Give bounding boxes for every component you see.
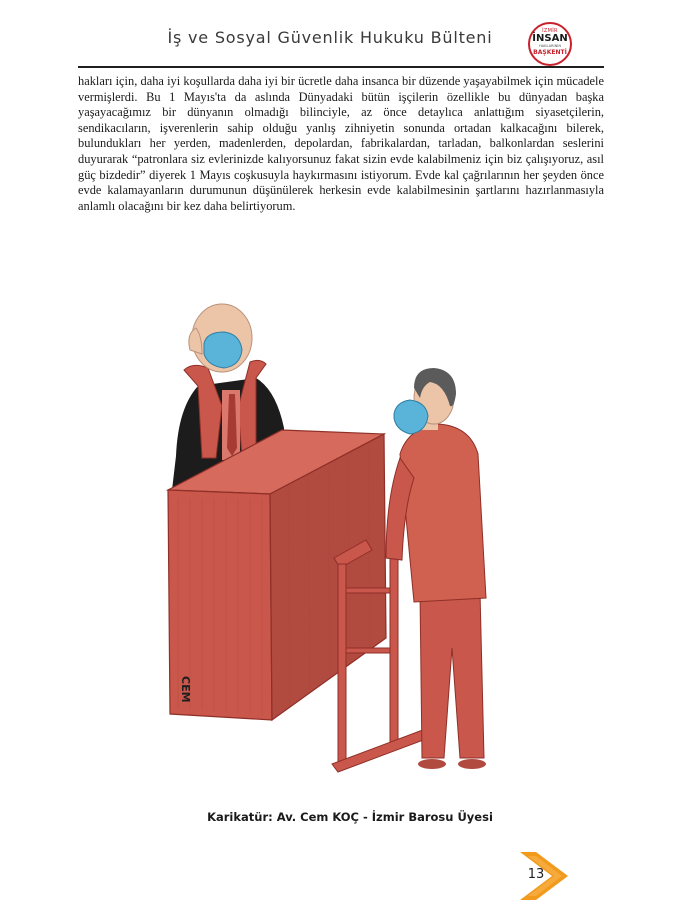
article-paragraph: hakları için, daha iyi koşullarda daha iyi bir ücretle daha insanca bir düzende yaşayabilmek için mücadele vermişlerdi. Bu 1 Mayıs'ta da aslında Dünyadaki bütün işçilerin özellikle bu dünyadan başka yaşayacağımız bir dünyanın olmadığı bilinciyle, az önce detaylıca anlattığım siyasetçilerin, sendikacıların, işverenlerin sahip olduğu yanlış zihniyetin sonunda ortadan kalkacağını bilerek, bulundukları her yerden, madenlerden, depolardan, fabrikalardan, tarladan, balkonlardan seslerini duyurarak “patronlara siz evlerinizde kalıyorsunuz fakat sizin evde kalabilmeniz için biz çalışıyoruz, asıl güç bizdedir” diyerek 1 Mayıs coşkusuyla haykırmasını istiyorum. Evde kal çağrılarının her şeyden önce evde kalamayanların durumunun düşünülerek herkesin evde kalabilmesinin şartlarını hazırlanmasıyla anlamlı olacağını bir kez daha belirtiyorum. [78, 74, 604, 213]
rail-crossbar-2 [346, 648, 390, 653]
logo-text-baskenti: BAŞKENTİ [533, 48, 567, 56]
page-number: 13 [527, 867, 545, 882]
logo-text-izmir: İZMİR [542, 28, 558, 34]
defendant-legs [420, 592, 484, 758]
judge-mask [204, 332, 242, 368]
rail-post-right [390, 548, 398, 748]
page-number-badge [516, 850, 570, 902]
header-divider [78, 66, 604, 68]
rail-crossbar-1 [346, 588, 390, 593]
logo-text-haklarinin: HAKLARININ [538, 44, 562, 48]
defendant-shoe-right [458, 759, 486, 769]
rail-post-left [338, 564, 346, 768]
bulletin-title: İş ve Sosyal Güvenlik Hukuku Bülteni [167, 28, 493, 47]
defendant-shoe-left [418, 759, 446, 769]
logo-text-insan: İNSAN [532, 33, 568, 44]
judge-bench [168, 430, 386, 720]
article-body [78, 74, 604, 214]
cartoon-caption: Karikatür: Av. Cem KOÇ - İzmir Barosu Üyesi [207, 810, 493, 824]
defendant-torso [400, 424, 486, 602]
defendant-figure [386, 368, 486, 769]
izmir-logo [528, 22, 572, 66]
cartoonist-signature: CEM [179, 676, 192, 703]
cartoon-illustration [138, 258, 550, 798]
